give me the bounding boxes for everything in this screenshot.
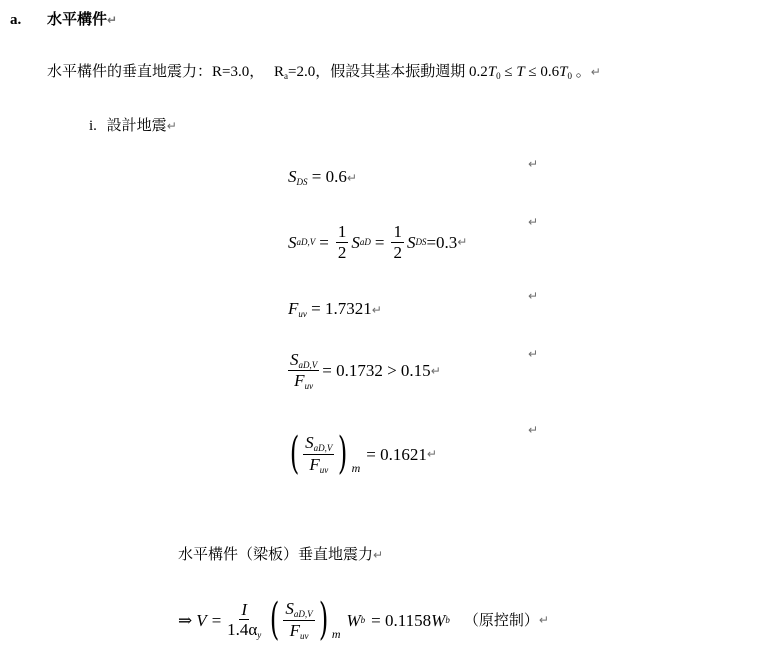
equation-final: ⇒ V = $\frac{I}{1.4\alpha_y}$ ( $\frac{S_{aD,V}}{F_{uv}}$ ) $_m$ W b = 0.1158 W b （原控制） ↵ (178, 594, 549, 645)
return-mark-icon: ↵ (528, 347, 539, 361)
return-mark-icon: ↵ (528, 157, 539, 171)
paragraph-mark-icon: ↵ (107, 13, 118, 27)
equation-sadv: S aD,V = $\frac{1}{2}$ S aD = $\frac{1}{2}$ S DS =0.3 ↵ (288, 222, 468, 262)
paragraph-mark-icon: ↵ (590, 65, 601, 79)
intro-paragraph: 水平構件的垂直地震力：R=3.0， $R_a=2.0$，假設其基本振動週期 $0.2T_0 \le T \le 0.6T_0$ 。↵ (47, 62, 601, 81)
equation-ratio-m: ( $\frac{S_{aD,V}}{F_{uv}}$ ) $_m$ = 0.1621 ↵ (289, 428, 437, 479)
subsection-heading: i. 設計地震↵ (89, 116, 177, 134)
paragraph-mark-icon: ↵ (166, 119, 177, 133)
heading-marker: a. (10, 12, 22, 28)
heading-title: 水平構件↵ (47, 10, 118, 28)
equation-sds: $S_{DS}$ = 0.6↵ (288, 167, 357, 187)
return-mark-icon: ↵ (528, 423, 539, 437)
return-mark-icon: ↵ (528, 215, 539, 229)
equation-ratio: $\frac{S_{aD,V}}{F_{uv}}$ = 0.1732 > 0.15 ↵ (290, 350, 441, 392)
vertical-force-title: 水平構件（梁板）垂直地震力↵ (178, 545, 384, 563)
return-mark-icon: ↵ (528, 289, 539, 303)
equation-fuv: $F_{uv}$ = 1.7321↵ (288, 299, 382, 319)
